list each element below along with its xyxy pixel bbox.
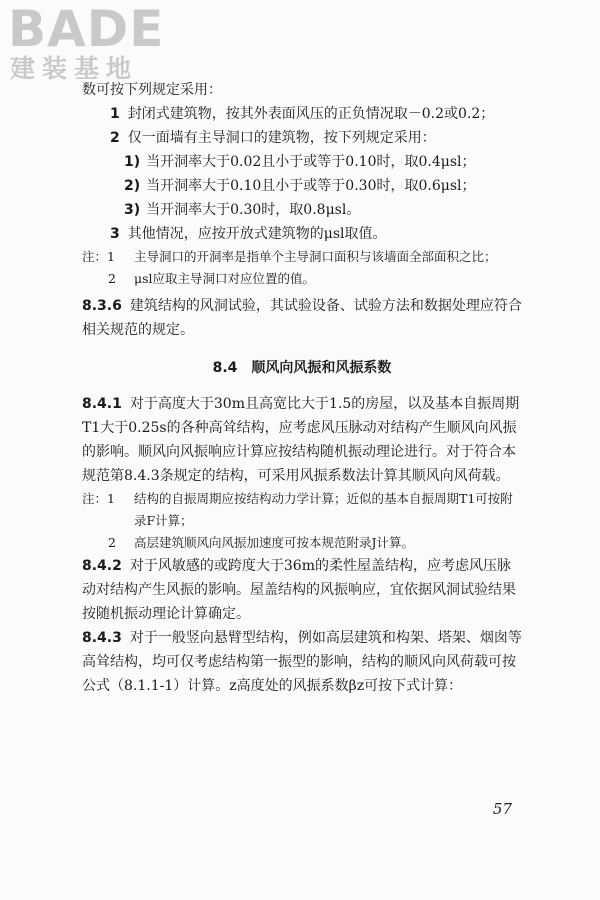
note-1-text: 主导洞口的开洞率是指单个主导洞口面积与该墙面全部面积之比； [134,249,497,264]
item-3 [82,222,522,246]
watermark-brand: BADE [8,0,165,58]
sub-item-1 [82,150,522,174]
item-2 [82,126,522,150]
note-2 [82,268,522,290]
sub-item-3-number: 3) [124,202,141,218]
clause-8-4-1 [82,392,522,488]
section-title: 8.4 顺风向风振和风振系数 [212,360,392,376]
note-2-text: μsl应取主导洞口对应位置的值。 [134,271,316,286]
clause-8-3-6-text: 建筑结构的风洞试验，其试验设备、试验方法和数据处理应符合相关规范的规定。 [82,298,522,338]
clause-8-4-1-text: 对于高度大于30m且高宽比大于1.5的房屋，以及基本自振周期T1大于0.25s的各种高耸结构，应考虑风压脉动对结构产生顺风向风振的影响。顺风向风振响应计算应按结构随机振动理论进行。对于符合本规范第8.4.3条规定的结构，可采用风振系数法计算其顺风向风荷载。 [82,396,520,484]
sub-item-1-number: 1) [124,154,141,170]
note-8-4-1-1-label: 注：1 [82,491,115,506]
clause-8-3-6-number: 8.3.6 [82,298,122,314]
item-1 [82,102,522,126]
sub-item-2-text: 当开洞率大于0.10且小于或等于0.30时，取0.6μsl； [146,178,476,194]
sub-item-1-text: 当开洞率大于0.02且小于或等于0.10时，取0.4μsl； [146,154,476,170]
page-number: 57 [492,800,512,818]
item-2-text: 仅一面墙有主导洞口的建筑物，按下列规定采用： [127,130,436,146]
clause-8-4-3-text: 对于一般竖向悬臂型结构，例如高层建筑和构架、塔架、烟囱等高耸结构，均可仅考虑结构第一振型的影响，结构的顺风向风荷载可按公式（8.1.1-1）计算。z高度处的风振系数βz可按下式计算： [82,630,522,694]
clause-8-3-6 [82,294,522,342]
sub-item-3-text: 当开洞率大于0.30时，取0.8μsl。 [146,202,361,218]
note-8-4-1-1 [82,488,522,532]
clause-8-4-3-number: 8.4.3 [82,630,122,646]
item-1-number: 1 [110,106,120,122]
document-body [82,78,522,698]
note-8-4-1-1-text: 结构的自振周期应按结构动力学计算；近似的基本自振周期T1可按附录F计算； [134,491,513,528]
item-3-text: 其他情况，应按开放式建筑物的μsl取值。 [127,226,387,242]
sub-item-2-number: 2) [124,178,141,194]
clause-8-4-3 [82,626,522,698]
sub-item-3 [82,198,522,222]
intro-line: 数可按下列规定采用： [82,82,222,98]
note-8-4-1-2 [82,532,522,554]
note-8-4-1-2-text: 高层建筑顺风向风振加速度可按本规范附录J计算。 [134,535,415,550]
item-1-text: 封闭式建筑物，按其外表面风压的正负情况取－0.2或0.2； [127,106,495,122]
item-2-number: 2 [110,130,120,146]
note-1 [82,246,522,268]
clause-8-4-2 [82,554,522,626]
note-2-label: 2 [108,271,116,286]
item-3-number: 3 [110,226,120,242]
watermark-subtitle: 建装基地 [10,54,139,83]
clause-8-4-1-number: 8.4.1 [82,396,122,412]
clause-8-4-2-text: 对于风敏感的或跨度大于36m的柔性屋盖结构，应考虑风压脉动对结构产生风振的影响。屋盖结构的风振响应，宜依据风洞试验结果按随机振动理论计算确定。 [82,558,516,622]
note-1-label: 注：1 [82,249,115,264]
sub-item-2 [82,174,522,198]
note-8-4-1-2-label: 2 [108,535,116,550]
clause-8-4-2-number: 8.4.2 [82,558,122,574]
